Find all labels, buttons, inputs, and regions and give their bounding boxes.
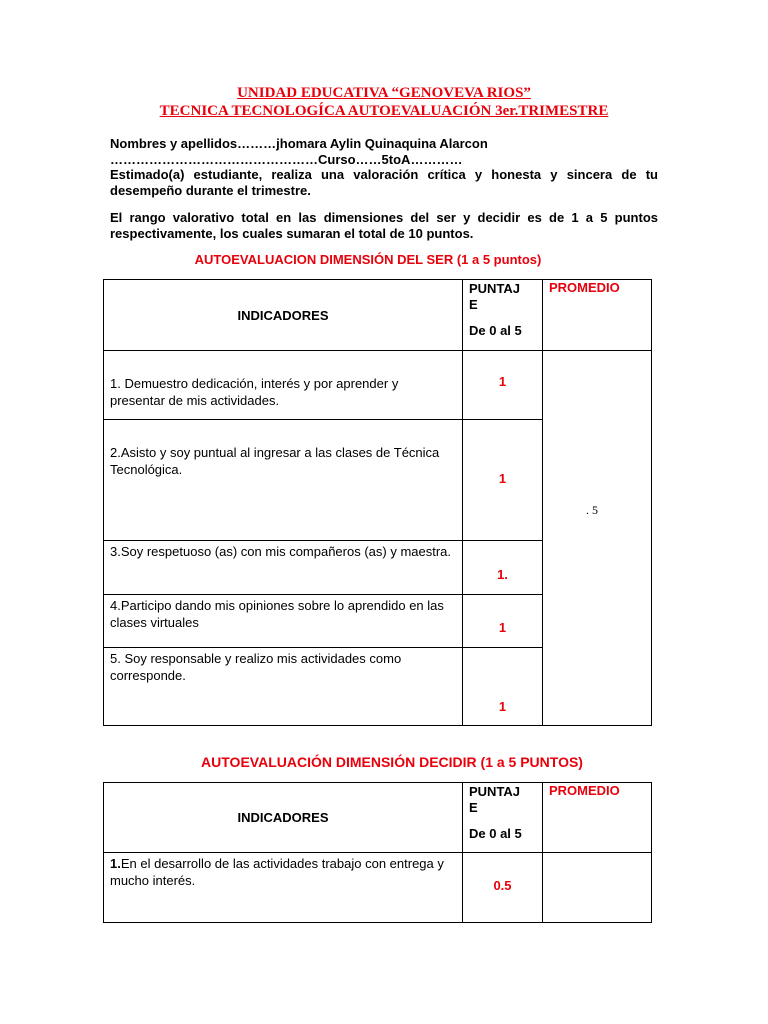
indicator-cell: 2.Asisto y soy puntual al ingresar a las clases de Técnica Tecnológica. bbox=[104, 420, 463, 541]
promedio-header: PROMEDIO bbox=[543, 783, 652, 853]
table-header-row bbox=[104, 783, 652, 853]
indicadores-header: INDICADORES bbox=[104, 783, 463, 853]
puntaje-range: De 0 al 5 bbox=[469, 323, 522, 338]
puntaje-header-line1: PUNTAJ bbox=[469, 784, 521, 799]
puntaje-header-line2: E bbox=[469, 297, 478, 312]
range-paragraph: El rango valorativo total en las dimensiones del ser y decidir es de 1 a 5 puntos respectivamente, los cuales sumaran el total de 10 puntos. bbox=[110, 210, 658, 241]
course-line: …………………………………………Curso……5toA………… bbox=[110, 152, 463, 167]
promedio-header: PROMEDIO bbox=[543, 280, 652, 351]
table-row bbox=[104, 351, 652, 420]
indicator-cell: 1. Demuestro dedicación, interés y por aprender y presentar de mis actividades. bbox=[104, 351, 463, 420]
indicator-number: 1. bbox=[110, 856, 121, 871]
table-header-row bbox=[104, 280, 652, 351]
promedio-value: . 5 bbox=[543, 351, 652, 726]
indicadores-header: INDICADORES bbox=[104, 280, 463, 351]
puntaje-header bbox=[463, 783, 543, 853]
decidir-table bbox=[103, 782, 652, 923]
promedio-value bbox=[543, 853, 652, 923]
decidir-section-title: AUTOEVALUACIÓN DIMENSIÓN DECIDIR (1 a 5 PUNTOS) bbox=[201, 754, 583, 770]
puntaje-range: De 0 al 5 bbox=[469, 826, 522, 841]
indicator-cell: 5. Soy responsable y realizo mis actividades como corresponde. bbox=[104, 648, 463, 726]
indicator-cell: 1.En el desarrollo de las actividades trabajo con entrega y mucho interés. bbox=[104, 853, 463, 923]
indicator-cell: 3.Soy respetuoso (as) con mis compañeros (as) y maestra. bbox=[104, 541, 463, 595]
puntaje-header bbox=[463, 280, 543, 351]
ser-table bbox=[103, 279, 652, 726]
school-title: UNIDAD EDUCATIVA “GENOVEVA RIOS” bbox=[237, 85, 531, 101]
evaluation-subtitle: TECNICA TECNOLOGÍCA AUTOEVALUACIÓN 3er.TRIMESTRE bbox=[159, 103, 609, 119]
score-cell: 1 bbox=[463, 351, 543, 420]
indicator-cell: 4.Participo dando mis opiniones sobre lo aprendido en las clases virtuales bbox=[104, 595, 463, 648]
intro-paragraph: Estimado(a) estudiante, realiza una valoración crítica y honesta y sincera de tu desempeño durante el trimestre. bbox=[110, 167, 658, 198]
puntaje-header-line1: PUNTAJ bbox=[469, 281, 521, 296]
table-row bbox=[104, 853, 652, 923]
score-cell: 1 bbox=[463, 420, 543, 541]
score-cell: 0.5 bbox=[463, 853, 543, 923]
student-name-line: Nombres y apellidos………jhomara Aylin Quinaquina Alarcon bbox=[110, 136, 488, 151]
score-cell: 1 bbox=[463, 595, 543, 648]
score-cell: 1 bbox=[463, 648, 543, 726]
ser-section-title: AUTOEVALUACION DIMENSIÓN DEL SER (1 a 5 puntos) bbox=[194, 252, 542, 267]
puntaje-header-line2: E bbox=[469, 800, 478, 815]
score-cell: 1. bbox=[463, 541, 543, 595]
